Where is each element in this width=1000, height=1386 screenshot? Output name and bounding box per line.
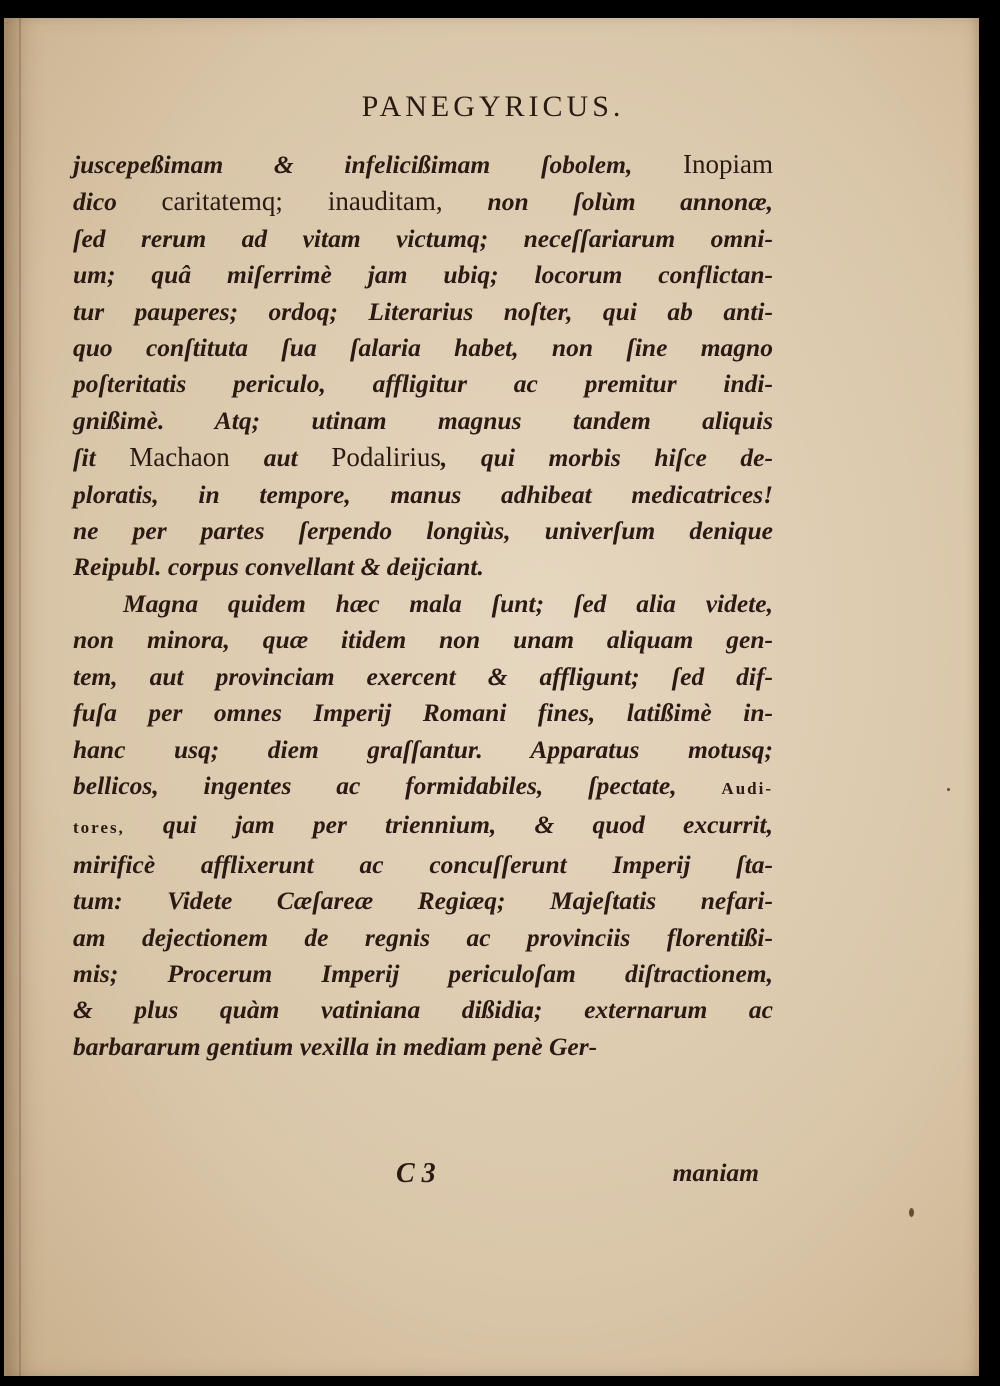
text-line (73, 477, 773, 513)
paper-speck (947, 788, 950, 791)
italic-text: ne per partes ſerpendo longiùs, univerſum denique (73, 516, 773, 546)
roman-text: Inopiam (683, 149, 773, 179)
italic-text: ſed rerum ad vitam victumq; neceſſariarum omni- (73, 223, 773, 253)
text-line (73, 622, 773, 658)
text-line (73, 403, 773, 439)
italic-text: um; quâ miſerrimè jam ubiq; locorum conflictan- (73, 260, 773, 290)
small-caps-text: Audi- (721, 778, 773, 798)
italic-text: qui jam per triennium, & quod excurrit, (162, 810, 774, 840)
italic-text: mirificè afflixerunt ac concuſſerunt Imperij ſta- (73, 849, 773, 879)
signature-mark: C 3 (396, 1158, 436, 1189)
page-footer (73, 1158, 773, 1198)
italic-text: ploratis, in tempore, manus adhibeat medicatrices! (73, 479, 773, 509)
italic-text: tur pauperes; ordoq; Literarius noſter, qui ab anti- (73, 296, 773, 326)
italic-text: bellicos, ingentes ac formidabiles, ſpectate, (73, 770, 722, 800)
italic-text: tem, aut provinciam exercent & affligunt; ſed dif- (73, 661, 773, 691)
italic-text: ſit (73, 443, 130, 473)
roman-text: Machaon (129, 442, 264, 473)
italic-text: gnißimè. Atq; utinam magnus tandem aliquis (73, 405, 773, 435)
body-text (73, 146, 773, 1065)
italic-text: aut (263, 443, 332, 473)
text-line (73, 992, 773, 1028)
catchword: maniam (672, 1158, 759, 1187)
running-head: PANEGYRICUS. (361, 90, 625, 123)
italic-text: dico (73, 187, 162, 217)
text-line (73, 294, 773, 330)
text-line (73, 807, 773, 846)
text-line (73, 330, 773, 366)
text-line (73, 768, 773, 807)
roman-text: caritatemq; inauditam, (161, 186, 488, 217)
text-line (73, 549, 773, 585)
italic-text: barbararum gentium vexilla in mediam penè Ger- (73, 1031, 598, 1061)
italic-text: & plus quàm vatiniana dißidia; externarum ac (73, 995, 773, 1025)
text-line (73, 847, 773, 883)
italic-text: Reipubl. corpus convellant & deijciant. (73, 552, 484, 582)
text-line (73, 920, 773, 956)
small-caps-text: tores, (73, 818, 163, 838)
italic-text: non minora, quæ itidem non unam aliquam gen- (73, 625, 773, 655)
italic-text: hanc usq; diem graſſantur. Apparatus motusq; (73, 734, 773, 764)
italic-text: mis; Procerum Imperij periculoſam diſtractionem, (73, 958, 773, 988)
italic-text: Magna quidem hæc mala ſunt; ſed alia videte, (123, 588, 773, 618)
text-line (73, 183, 773, 220)
italic-text: tum: Videte Cæſareæ Regiæq; Majeſtatis nefari- (73, 886, 773, 916)
text-line (73, 146, 773, 183)
text-line (73, 513, 773, 549)
text-line (73, 1029, 773, 1065)
text-line (73, 659, 773, 695)
italic-text: , qui morbis hiſce de- (440, 443, 773, 473)
italic-text: non ſolùm annonæ, (487, 187, 773, 217)
paper-speck (909, 1208, 914, 1217)
text-line (73, 695, 773, 731)
text-line (73, 439, 773, 476)
text-line (73, 586, 773, 622)
italic-text: quo conſtituta ſua ſalaria habet, non ſine magno (73, 333, 773, 363)
text-line (73, 883, 773, 919)
text-line (73, 257, 773, 293)
italic-text: poſteritatis periculo, affligitur ac premitur indi- (73, 369, 773, 399)
text-line (73, 956, 773, 992)
text-line (73, 366, 773, 402)
italic-text: juscepeßimam & infelicißimam ſobolem, (73, 150, 684, 179)
roman-text: Podalirius (331, 442, 441, 473)
italic-text: am dejectionem de regnis ac provinciis florentißi- (73, 922, 773, 952)
italic-text: fuſa per omnes Imperij Romani fines, latißimè in- (73, 698, 773, 728)
text-line (73, 732, 773, 768)
book-page (4, 18, 979, 1376)
text-line (73, 221, 773, 257)
binding-gutter (19, 18, 21, 1376)
